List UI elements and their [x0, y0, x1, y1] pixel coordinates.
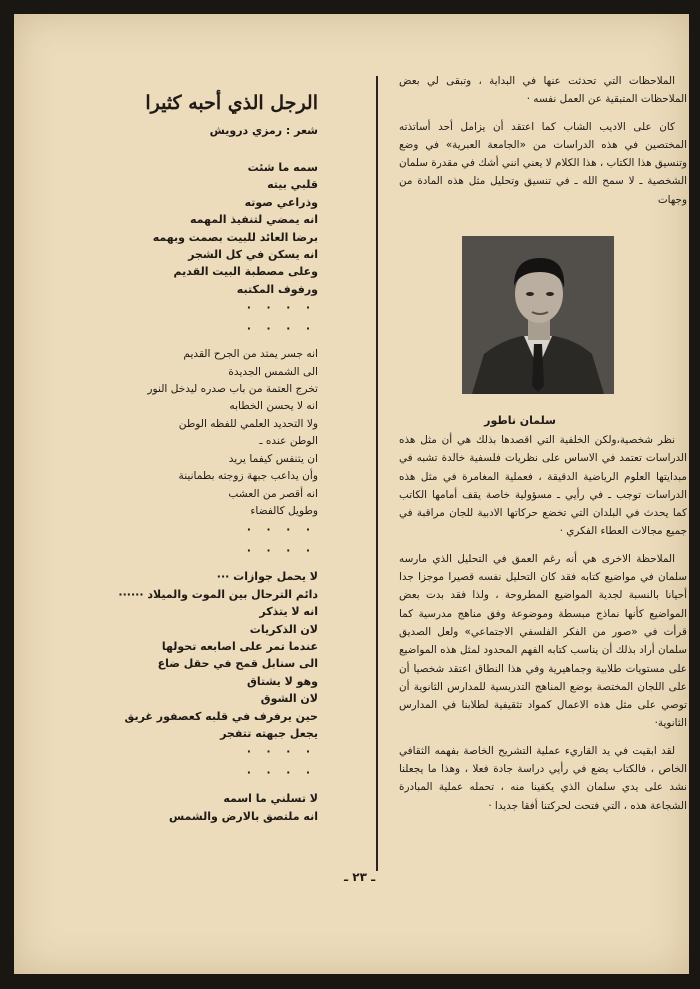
poem-line: انه يسكن في كل الشجر	[188, 248, 318, 262]
poem-line: الوطن عنده ـ	[259, 435, 318, 448]
article-paragraph: الملاحظات التي تحدثت عنها في البداية ، وتبقى لي بعض الملاحظات المتبقية عن العمل نفسه ·	[399, 75, 687, 106]
poem-line: ولا التحديد العلمي للفظه الوطن	[178, 417, 318, 430]
stanza-separator: · · · ·	[246, 545, 316, 558]
poem-line: قلبي بيته	[267, 178, 318, 192]
poem-line: انه لا يتذكر	[259, 605, 318, 619]
poem-stanza-3	[118, 568, 318, 742]
portrait-image	[462, 236, 614, 394]
poem-line: وذراعي صوته	[244, 195, 318, 209]
poem-line: وهو لا يشتاق	[247, 674, 318, 688]
poem-stanza-4	[118, 790, 318, 825]
poem-byline: شعر : رمزي درويش	[209, 124, 318, 137]
poem-line: لا يحمل جوازات ···	[216, 570, 318, 584]
poem-line: لان الذكريات	[249, 622, 318, 636]
photo-caption: سلمان ناطور	[484, 414, 556, 427]
poem-column	[118, 92, 318, 825]
article-paragraph: كان على الاديب الشاب كما اعتقد أن يزامل أحد أساتذته المختصين في هذه الدراسات من «الجامعة العبرية» في وضع وتنسيق هذا الكتاب ، هذا الكلام لا يعني انني أشك في مقدرة سلمان الشخصية ـ لا سمح الله ـ في تنسيق وتحليل مثل هذه المادة من وجهات	[399, 120, 687, 206]
magazine-page	[14, 14, 689, 974]
poem-line: لان الشوق	[260, 692, 318, 706]
page-number: ـ ٢٣ ـ	[344, 870, 376, 884]
poem-line: انه لا يحسن الخطابه	[229, 400, 318, 413]
article-column-bottom	[399, 431, 687, 824]
poem-line: انه أقصر من العشب	[228, 487, 318, 500]
poem-line: عندما تمر على اصابعه تحولها	[161, 639, 318, 653]
article-paragraph: لقد ابقيت في يد القاريء عملية التشريح الخاصة بفهمه الثقافي الخاص ، فالكتاب يضع في رأيي دراسة جادة فعلا ، وهذا ما يجعلنا نشد على يدي سلمان الذي يكفينا منه ، تحمله عملية المبادرة الشجاعة هذه ، التي فتحت لحركتنا أفقا جديدا ·	[399, 744, 687, 812]
stanza-separator: · · · ·	[246, 524, 316, 537]
stanza-separator: · · · ·	[246, 323, 316, 336]
poem-title: الرجل الذي أحبه كثيرا	[145, 92, 318, 114]
column-divider	[376, 76, 378, 871]
stanza-separator: · · · ·	[246, 302, 316, 315]
poem-line: سمه ما شئت	[247, 161, 318, 174]
poem-line: وعلى مصطبة البيت القديم	[173, 265, 318, 279]
stanza-separator: · · · ·	[246, 767, 316, 780]
poem-line: وأن يداعب جبهة زوجته بطمانينة	[178, 470, 318, 483]
poem-line: ان يتنفس كيفما يريد	[228, 452, 318, 465]
poem-line: دائم الترحال بين الموت والميلاد ······	[118, 587, 318, 601]
poem-line: ورفوف المكتبه	[236, 282, 318, 296]
poem-line: برضا العائد للبيت بصمت وبهمه	[152, 230, 318, 244]
poem-stanza-1	[118, 159, 318, 298]
poem-line: لا تسلني ما اسمه	[223, 792, 318, 806]
poem-line: تخرج العتمة من باب صدره ليدخل النور	[147, 383, 318, 396]
stanza-separator: · · · ·	[246, 746, 316, 759]
poem-line: وطويل كالفضاء	[250, 504, 318, 517]
poem-line: الى الشمس الجديدة	[228, 365, 318, 378]
author-photo	[462, 236, 614, 394]
poem-line: يجعل جبهته تتفجر	[220, 726, 318, 740]
poem-line: انه ملتصق بالارض والشمس	[168, 809, 318, 823]
article-paragraph: نظر شخصية،ولكن الخلفية التي اقصدها بذلك هي أن مثل هذه الدراسات تعتمد في الاساس على نظريات فلسفية خالدة تشبه في مبدايتها العلوم الرياضية الدقيقة ، فعملية المغامرة في مثل هذه الدراسات توجب ـ في رأيي ـ مسؤولية خاصة يقف أمامها الكاتب كما يحدث في البلدان التي تخضع حركاتها الادبية للجان مراقبة في جميع مجالات العطاء الفكري ·	[399, 434, 687, 538]
article-paragraph: الملاحظة الاخرى هي أنه رغم العمق في التحليل الذي مارسه سلمان في مواضيع كتابه فقد كان التحليل نفسه قصيرا موجزا جدا أحيانا بالنسبة لجدية المواضيع المطروحة ، ولذا فقد بدت بعض المواضيع كأنها نماذج مبسطة وموضوعة وفق مناهج مدرسية كما قرأت في «صور من الفكر الفلسفي الاجتماعي» ولعل الصديق سلمان أراد بذلك أن يناسب كتابه الفهم المحدود لمثل هذه المواضيع على مستويات طلابية وجماهيرية وفي هذا النطاق اعتقد شخصيا أن على اللجان المختصة بوضع المناهج التدريسية للمدارس الثانوية أن توصي على مثل هذه الاعمال كمواد تثقيفية لطلابنا في المدارس الثانوية·	[399, 552, 687, 730]
article-column-top	[399, 72, 687, 218]
poem-line: انه يمضي لتنفيذ المهمه	[190, 213, 318, 227]
poem-line: انه جسر يمتد من الجرح القديم	[183, 348, 318, 361]
poem-stanza-2	[118, 346, 318, 520]
poem-line: حين يرفرف في قلبه كعصفور غريق	[124, 709, 318, 723]
poem-line: الى سنابل قمح في حقل ضاع	[157, 657, 318, 671]
